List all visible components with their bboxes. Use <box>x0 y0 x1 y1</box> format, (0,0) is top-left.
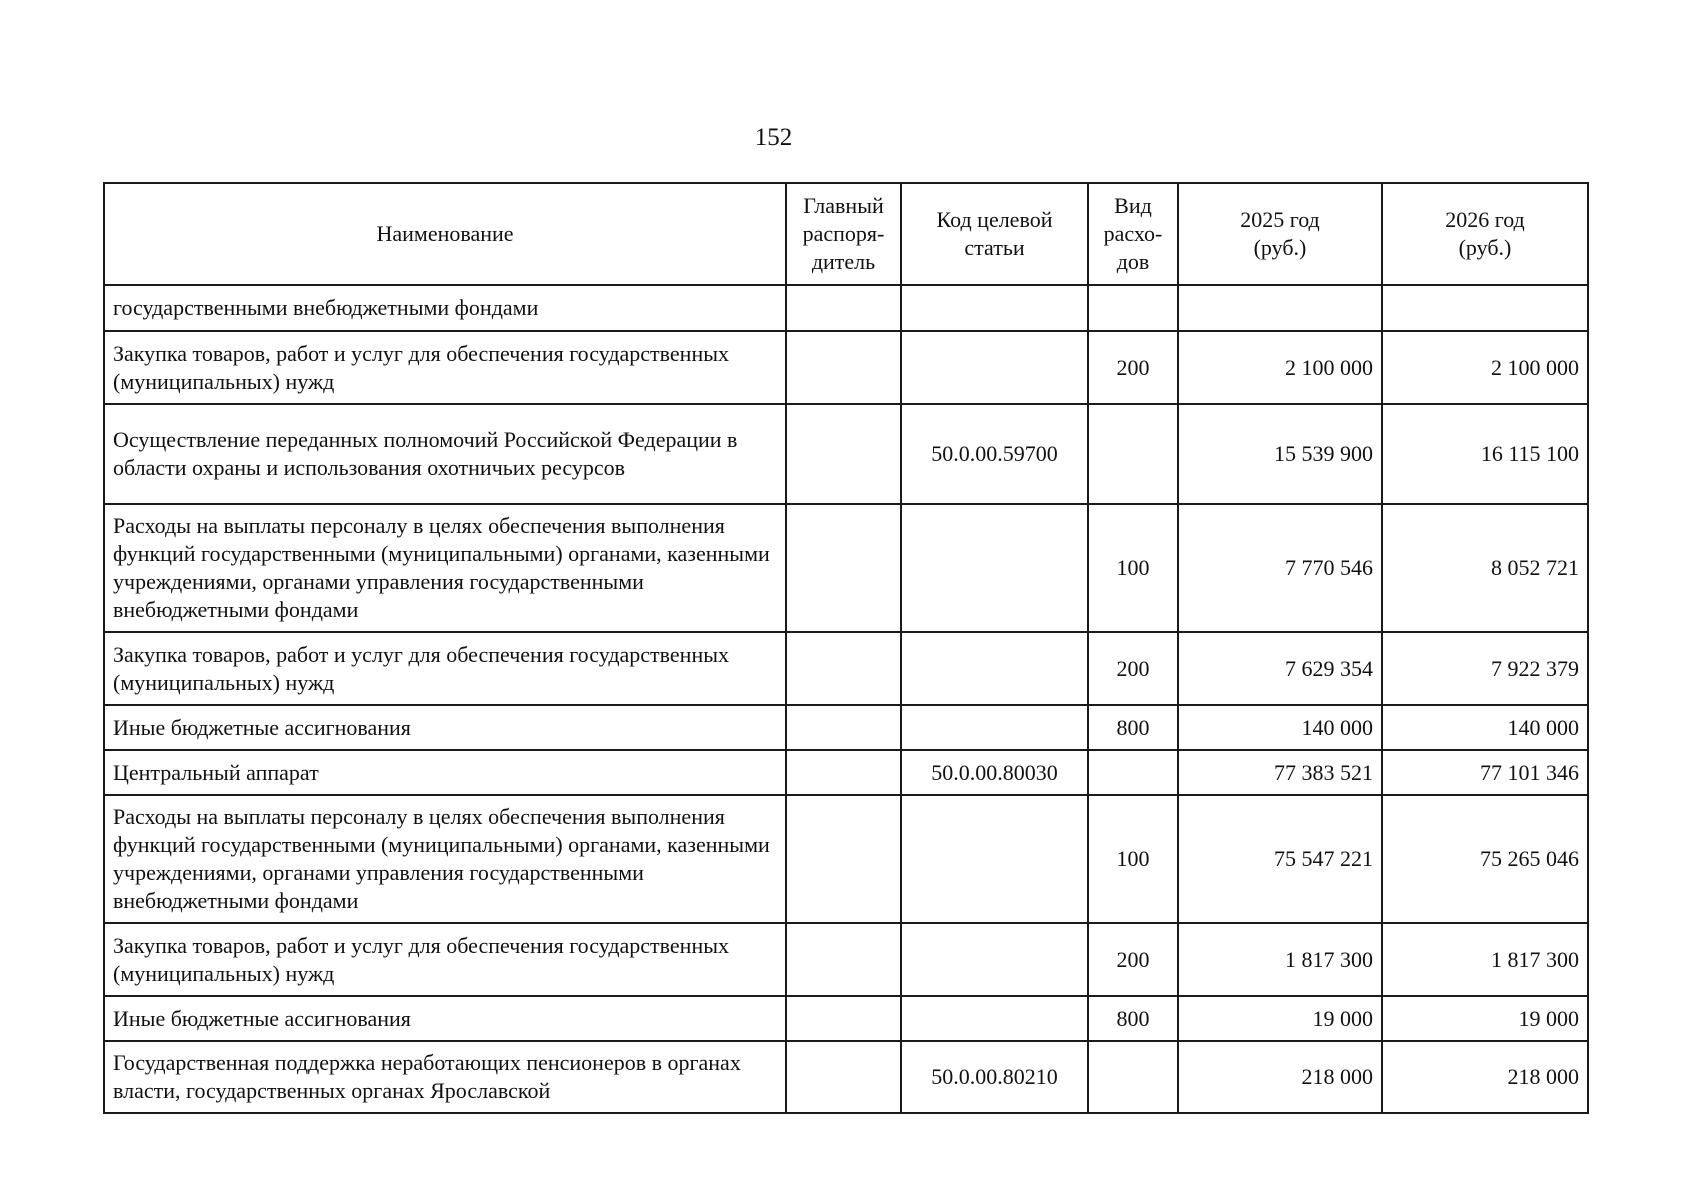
cell-manager <box>786 632 901 705</box>
header-kind: Вид расхо-дов <box>1088 183 1178 285</box>
header-manager: Главный распоря-дитель <box>786 183 901 285</box>
cell-code: 50.0.00.59700 <box>901 404 1088 504</box>
cell-code <box>901 795 1088 923</box>
table-row <box>104 285 1588 331</box>
cell-manager <box>786 285 901 331</box>
cell-code <box>901 705 1088 750</box>
cell-manager <box>786 1041 901 1113</box>
cell-2025 <box>1178 285 1382 331</box>
cell-2025: 2 100 000 <box>1178 331 1382 404</box>
cell-name: Государственная поддержка неработающих пенсионеров в органах власти, государственных органах Ярославской <box>104 1041 786 1113</box>
header-code: Код целевой статьи <box>901 183 1088 285</box>
cell-kind <box>1088 1041 1178 1113</box>
table-row <box>104 404 1588 504</box>
page-number: 152 <box>754 124 793 151</box>
cell-code <box>901 331 1088 404</box>
cell-manager <box>786 331 901 404</box>
cell-kind: 100 <box>1088 504 1178 632</box>
cell-manager <box>786 795 901 923</box>
table-row <box>104 705 1588 750</box>
cell-2025: 19 000 <box>1178 996 1382 1041</box>
cell-2026: 140 000 <box>1382 705 1588 750</box>
cell-2026: 19 000 <box>1382 996 1588 1041</box>
cell-kind: 100 <box>1088 795 1178 923</box>
cell-2026: 7 922 379 <box>1382 632 1588 705</box>
header-2025: 2025 год (руб.) <box>1178 183 1382 285</box>
cell-kind: 200 <box>1088 331 1178 404</box>
cell-2025: 15 539 900 <box>1178 404 1382 504</box>
cell-kind <box>1088 404 1178 504</box>
cell-manager <box>786 504 901 632</box>
cell-code <box>901 285 1088 331</box>
cell-code <box>901 996 1088 1041</box>
cell-name: Закупка товаров, работ и услуг для обеспечения государственных (муниципальных) нужд <box>104 331 786 404</box>
cell-kind: 800 <box>1088 996 1178 1041</box>
cell-name: Закупка товаров, работ и услуг для обеспечения государственных (муниципальных) нужд <box>104 632 786 705</box>
cell-2025: 7 770 546 <box>1178 504 1382 632</box>
cell-kind: 800 <box>1088 705 1178 750</box>
cell-manager <box>786 923 901 996</box>
cell-name: Расходы на выплаты персоналу в целях обеспечения выполнения функций государственными (муниципальными) органами, казенными учреждениями, органами управления государственными внебюджетными фондами <box>104 504 786 632</box>
table-row <box>104 1041 1588 1113</box>
cell-code <box>901 923 1088 996</box>
cell-2025: 218 000 <box>1178 1041 1382 1113</box>
table-row <box>104 923 1588 996</box>
cell-manager <box>786 404 901 504</box>
cell-kind: 200 <box>1088 632 1178 705</box>
cell-code <box>901 504 1088 632</box>
cell-2026 <box>1382 285 1588 331</box>
header-2026: 2026 год (руб.) <box>1382 183 1588 285</box>
cell-name: Закупка товаров, работ и услуг для обеспечения государственных (муниципальных) нужд <box>104 923 786 996</box>
cell-name: Иные бюджетные ассигнования <box>104 996 786 1041</box>
cell-manager <box>786 996 901 1041</box>
cell-manager <box>786 705 901 750</box>
cell-name: Центральный аппарат <box>104 750 786 795</box>
cell-2026: 75 265 046 <box>1382 795 1588 923</box>
cell-name: государственными внебюджетными фондами <box>104 285 786 331</box>
cell-2025: 77 383 521 <box>1178 750 1382 795</box>
cell-2026: 77 101 346 <box>1382 750 1588 795</box>
cell-code: 50.0.00.80030 <box>901 750 1088 795</box>
cell-2025: 7 629 354 <box>1178 632 1382 705</box>
cell-2026: 2 100 000 <box>1382 331 1588 404</box>
cell-name: Расходы на выплаты персоналу в целях обеспечения выполнения функций государственными (муниципальными) органами, казенными учреждениями, органами управления государственными внебюджетными фондами <box>104 795 786 923</box>
table-row <box>104 750 1588 795</box>
cell-kind: 200 <box>1088 923 1178 996</box>
cell-code: 50.0.00.80210 <box>901 1041 1088 1113</box>
cell-2026: 8 052 721 <box>1382 504 1588 632</box>
cell-2026: 1 817 300 <box>1382 923 1588 996</box>
cell-2025: 140 000 <box>1178 705 1382 750</box>
cell-2026: 218 000 <box>1382 1041 1588 1113</box>
table-row <box>104 996 1588 1041</box>
cell-kind <box>1088 285 1178 331</box>
cell-2026: 16 115 100 <box>1382 404 1588 504</box>
cell-kind <box>1088 750 1178 795</box>
cell-2025: 75 547 221 <box>1178 795 1382 923</box>
cell-name: Иные бюджетные ассигнования <box>104 705 786 750</box>
cell-code <box>901 632 1088 705</box>
table-row <box>104 795 1588 923</box>
table-header-row <box>104 183 1588 285</box>
table-row <box>104 331 1588 404</box>
cell-manager <box>786 750 901 795</box>
table-row <box>104 632 1588 705</box>
table-row <box>104 504 1588 632</box>
header-name: Наименование <box>104 183 786 285</box>
cell-2025: 1 817 300 <box>1178 923 1382 996</box>
cell-name: Осуществление переданных полномочий Российской Федерации в области охраны и использования охотничьих ресурсов <box>104 404 786 504</box>
budget-table <box>103 182 1589 1114</box>
